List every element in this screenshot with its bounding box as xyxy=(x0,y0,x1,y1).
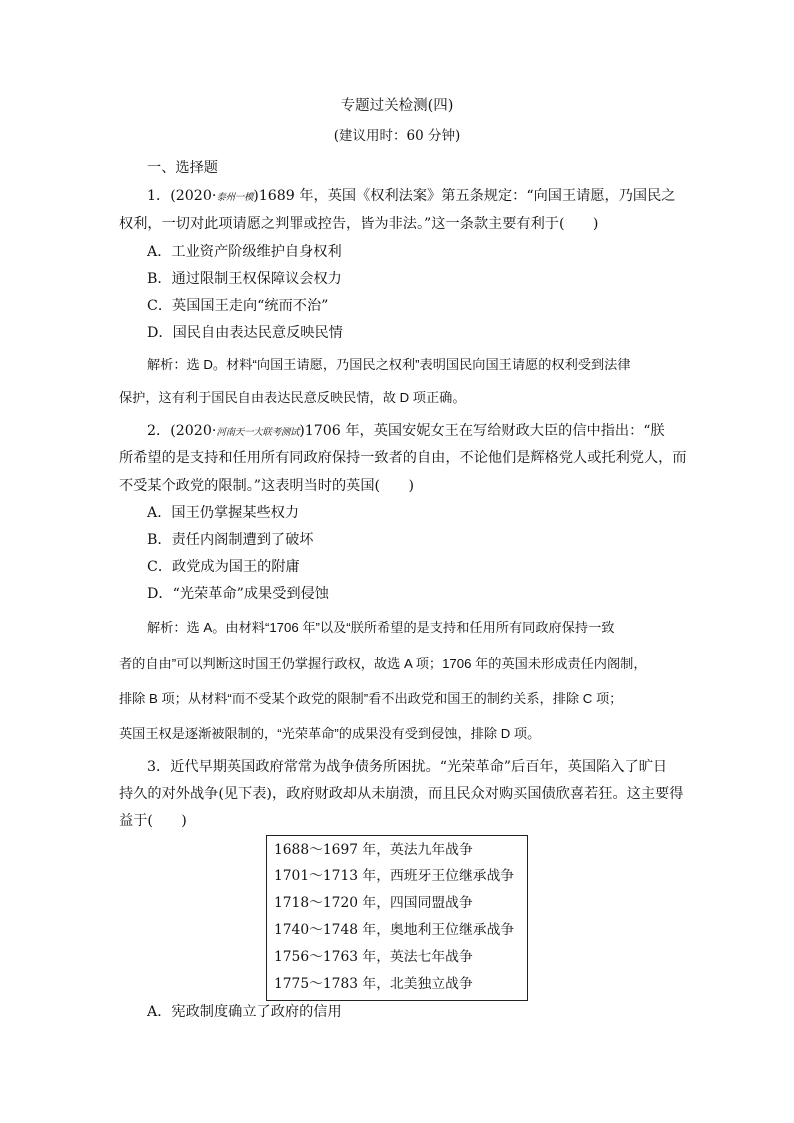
q3-stem-2: 持久的对外战争(见下表)，政府财政却从未崩溃，而且民众对购买国债欣喜若狂。这主要得 xyxy=(119,786,684,802)
q2-line-1 xyxy=(147,422,665,442)
q2-explanation-1: 解析：选 A。由材料“1706 年”以及“朕所希望的是支持和任用所有同政府保持一致 xyxy=(147,620,615,635)
q1-number: 1．( xyxy=(147,188,176,204)
q1-source-tag: 泰州一模 xyxy=(216,192,254,203)
table-row: 1775～1783 年，北美独立战争 xyxy=(274,976,473,992)
q2-option-b: B．责任内阁制遭到了破坏 xyxy=(147,532,314,548)
q1-stem-1: )1689 年，英国《权利法案》第五条规定：“向国王请愿，乃国民之 xyxy=(253,188,676,204)
q3-stem-3: 益于( ) xyxy=(119,813,187,829)
page-title: 专题过关检测(四) xyxy=(340,98,454,114)
q2-explanation-2: 者的自由”可以判断这时国王仍掌握行政权，故选 A 项；1706 年的英国未形成责任内阁制， xyxy=(119,656,647,671)
q2-source-tag: 河南天一大联考测试 xyxy=(216,427,300,438)
q1-stem-2: 权利，一切对此项请愿之判罪或控告，皆为非法。”这一条款主要有利于( ) xyxy=(119,216,599,232)
table-row: 1718～1720 年，四国同盟战争 xyxy=(274,895,473,911)
q1-explanation-1: 解析：选 D。材料“向国王请愿，乃国民之权利”表明国民向国王请愿的权利受到法律 xyxy=(147,357,631,372)
q1-option-b: B．通过限制王权保障议会权力 xyxy=(147,271,342,287)
table-row: 1688～1697 年，英法九年战争 xyxy=(274,842,473,858)
q2-option-d: D．“光荣革命”成果受到侵蚀 xyxy=(147,586,329,602)
q2-explanation-3: 排除 B 项；从材料“而不受某个政党的限制”看不出政党和国王的制约关系，排除 C 项； xyxy=(119,691,623,706)
q3-stem-1: 3．近代早期英国政府常常为战争债务所困扰。“光荣革命”后百年，英国陷入了旷日 xyxy=(147,759,668,775)
q1-line-1 xyxy=(147,187,675,207)
table-row: 1756～1763 年，英法七年战争 xyxy=(274,949,473,965)
q1-option-d: D．国民自由表达民意反映民情 xyxy=(147,325,343,341)
q2-stem-2: 所希望的是支持和任用所有同政府保持一致者的自由，不论他们是辉格党人或托利党人，而 xyxy=(119,450,687,466)
q2-option-c: C．政党成为国王的附庸 xyxy=(147,559,300,575)
q1-year: 2020· xyxy=(175,188,217,204)
q2-explanation-4: 英国王权是逐渐被限制的，“光荣革命”的成果没有受到侵蚀，排除 D 项。 xyxy=(119,726,541,741)
q2-number: 2．(2020· xyxy=(147,423,217,439)
q1-option-c: C．英国国王走向“统而不治” xyxy=(147,298,329,314)
section-heading: 一、选择题 xyxy=(147,160,218,176)
q3-option-a: A．宪政制度确立了政府的信用 xyxy=(147,1004,342,1020)
page-subtitle: (建议用时：60 分钟) xyxy=(333,128,461,144)
q2-option-a: A．国王仍掌握某些权力 xyxy=(147,505,300,521)
q1-option-a: A．工业资产阶级维护自身权利 xyxy=(147,244,342,260)
q2-stem-3: 不受某个政党的限制。”这表明当时的英国( ) xyxy=(119,478,414,494)
table-row: 1740～1748 年，奥地利王位继承战争 xyxy=(274,922,515,938)
q2-stem-1: )1706 年，英国安妮女王在写给财政大臣的信中指出：“朕 xyxy=(299,423,665,439)
wars-table xyxy=(266,835,528,1001)
q1-explanation-2: 保护，这有利于国民自由表达民意反映民情，故 D 项正确。 xyxy=(119,390,466,405)
table-row: 1701～1713 年，西班牙王位继承战争 xyxy=(274,868,515,884)
